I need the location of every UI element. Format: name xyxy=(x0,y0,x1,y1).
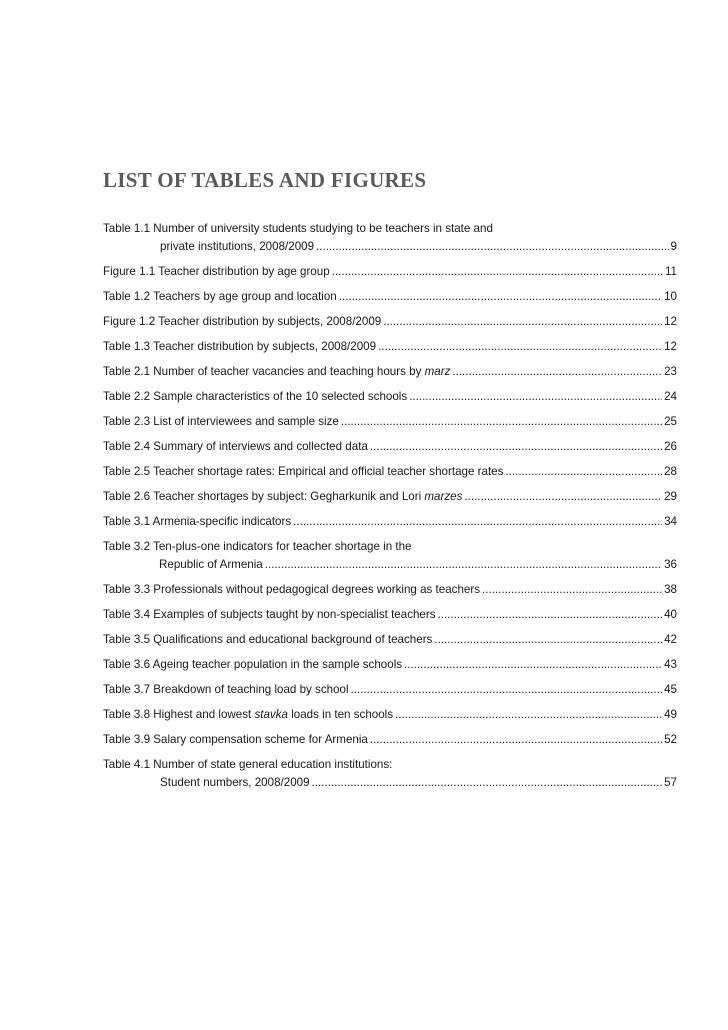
dot-leader xyxy=(378,338,662,356)
entry-label-text: Table 2.6 Teacher shortages by subject: Gegharkunik and Lori xyxy=(103,490,425,503)
page-title: LIST OF TABLES AND FIGURES xyxy=(103,168,427,192)
page-number: 34 xyxy=(664,515,677,528)
page-number: 40 xyxy=(664,608,677,621)
toc-entry-table-1-1 xyxy=(103,220,677,256)
dot-leader xyxy=(482,581,662,599)
dot-leader xyxy=(409,388,662,406)
page-number: 28 xyxy=(664,465,677,478)
entry-label xyxy=(103,706,393,724)
entry-label: Table 3.6 Ageing teacher population in the sample schools xyxy=(103,658,403,671)
dot-leader xyxy=(332,263,663,281)
toc-entry-table-3-1 xyxy=(103,513,677,531)
page-number: 9 xyxy=(670,240,677,253)
entry-label-text-post: loads in ten schools xyxy=(287,708,394,721)
entry-label-continued: private institutions, 2008/2009 xyxy=(160,240,315,253)
toc-entry-table-2-1 xyxy=(103,363,677,381)
page-number: 42 xyxy=(664,633,677,646)
entry-label-italic: stavka xyxy=(254,708,288,721)
toc-entry-table-1-3 xyxy=(103,338,677,356)
page-number: 36 xyxy=(664,558,677,571)
entry-label-italic: marzes xyxy=(424,490,463,503)
entry-label: Table 3.1 Armenia-specific indicators xyxy=(103,515,292,528)
page-number: 38 xyxy=(664,583,677,596)
page-number: 43 xyxy=(664,658,677,671)
toc-entry-table-2-4 xyxy=(103,438,677,456)
toc-entry-figure-1-1 xyxy=(103,263,677,281)
page-number: 11 xyxy=(664,265,677,278)
dot-leader xyxy=(383,313,662,331)
page-number: 10 xyxy=(664,290,677,303)
entry-label: Figure 1.1 Teacher distribution by age group xyxy=(103,265,330,278)
toc-entry-table-3-4 xyxy=(103,606,677,624)
toc-entry-figure-1-2 xyxy=(103,313,677,331)
page-number: 49 xyxy=(664,708,677,721)
dot-leader xyxy=(341,413,662,431)
toc-entry-table-3-9 xyxy=(103,731,677,749)
entry-label xyxy=(103,488,462,506)
dot-leader xyxy=(316,238,669,256)
dot-leader xyxy=(452,363,662,381)
page-number: 24 xyxy=(664,390,677,403)
entry-label-continued: Republic of Armenia xyxy=(159,558,263,571)
entry-label: Table 3.7 Breakdown of teaching load by school xyxy=(103,683,349,696)
dot-leader xyxy=(505,463,662,481)
dot-leader xyxy=(370,731,662,749)
dot-leader xyxy=(351,681,663,699)
table-of-contents xyxy=(103,220,677,799)
entry-label-continued: Student numbers, 2008/2009 xyxy=(160,776,310,789)
toc-entry-table-2-6 xyxy=(103,488,677,506)
entry-label: Table 3.3 Professionals without pedagogical degrees working as teachers xyxy=(103,583,481,596)
page-number: 12 xyxy=(664,340,677,353)
toc-entry-table-3-2 xyxy=(103,538,677,574)
entry-label: Table 3.2 Ten-plus-one indicators for teacher shortage in the xyxy=(103,540,412,553)
entry-label: Table 2.5 Teacher shortage rates: Empirical and official teacher shortage rates xyxy=(103,465,504,478)
dot-leader xyxy=(464,488,662,506)
entry-label xyxy=(103,363,450,381)
entry-label-text: Table 2.1 Number of teacher vacancies and teaching hours by xyxy=(103,365,425,378)
toc-entry-table-3-8 xyxy=(103,706,677,724)
dot-leader xyxy=(265,556,662,574)
entry-label: Table 2.3 List of interviewees and sample size xyxy=(103,415,339,428)
entry-label: Table 3.4 Examples of subjects taught by non-specialist teachers xyxy=(103,608,436,621)
entry-label-text: Table 3.8 Highest and lowest xyxy=(103,708,255,721)
dot-leader xyxy=(312,774,663,792)
dot-leader xyxy=(339,288,662,306)
entry-label: Table 1.1 Number of university students studying to be teachers in state and xyxy=(103,222,493,235)
toc-entry-table-3-5 xyxy=(103,631,677,649)
entry-label: Table 4.1 Number of state general education institutions: xyxy=(103,758,393,771)
page-number: 45 xyxy=(664,683,677,696)
entry-label: Figure 1.2 Teacher distribution by subjects, 2008/2009 xyxy=(103,315,382,328)
entry-label: Table 1.2 Teachers by age group and location xyxy=(103,290,337,303)
page-number: 25 xyxy=(664,415,677,428)
dot-leader xyxy=(370,438,662,456)
page-number: 57 xyxy=(664,776,677,789)
page-number: 12 xyxy=(664,315,677,328)
toc-entry-table-2-2 xyxy=(103,388,677,406)
toc-entry-table-2-5 xyxy=(103,463,677,481)
dot-leader xyxy=(404,656,662,674)
entry-label: Table 1.3 Teacher distribution by subjects, 2008/2009 xyxy=(103,340,377,353)
dot-leader xyxy=(434,631,662,649)
toc-entry-table-1-2 xyxy=(103,288,677,306)
entry-label: Table 2.4 Summary of interviews and collected data xyxy=(103,440,368,453)
toc-entry-table-4-1 xyxy=(103,756,677,792)
page-number: 29 xyxy=(664,490,677,503)
dot-leader xyxy=(395,706,662,724)
entry-label-italic: marz xyxy=(424,365,451,378)
dot-leader xyxy=(293,513,662,531)
page-number: 26 xyxy=(664,440,677,453)
entry-label: Table 2.2 Sample characteristics of the 10 selected schools xyxy=(103,390,408,403)
entry-label: Table 3.5 Qualifications and educational background of teachers xyxy=(103,633,433,646)
page-number: 52 xyxy=(664,733,677,746)
dot-leader xyxy=(438,606,663,624)
toc-entry-table-3-6 xyxy=(103,656,677,674)
toc-entry-table-3-7 xyxy=(103,681,677,699)
entry-label: Table 3.9 Salary compensation scheme for Armenia xyxy=(103,733,368,746)
toc-entry-table-2-3 xyxy=(103,413,677,431)
page-number: 23 xyxy=(664,365,677,378)
toc-entry-table-3-3 xyxy=(103,581,677,599)
